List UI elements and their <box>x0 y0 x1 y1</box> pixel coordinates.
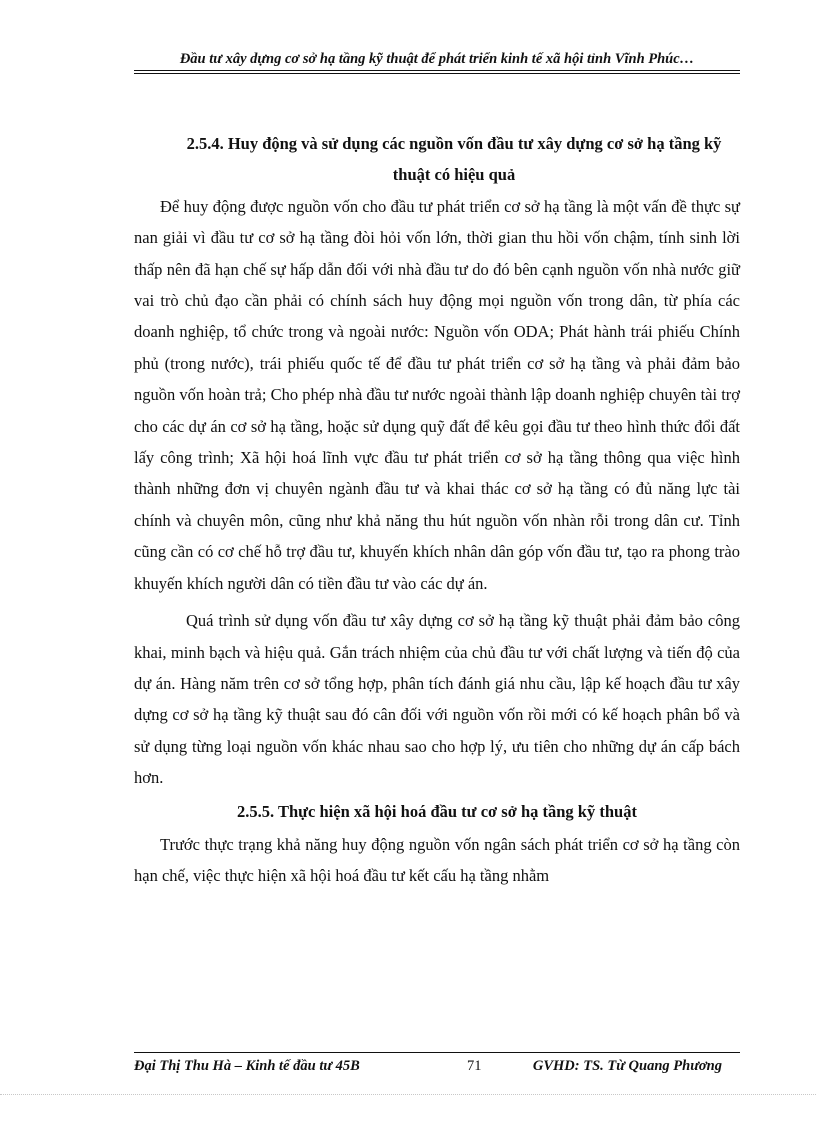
header-rule-thick <box>134 70 740 71</box>
header-rule-thin <box>134 73 740 74</box>
footer-supervisor: GVHD: TS. Từ Quang Phương <box>532 1058 722 1074</box>
paragraph-funding: Để huy động được nguồn vốn cho đầu tư phát triển cơ sở hạ tầng là một vấn đề thực sự nan giải vì đầu tư cơ sở hạ tầng đòi hỏi vốn lớn, thời gian thu hồi vốn chậm, tính sinh lời thấp nên đã hạn chế sự hấp dẫn đối với nhà đầu tư do đó bên cạnh nguồn vốn nhà nước giữ vai trò chủ đạo cần phải có chính sách huy động mọi nguồn vốn trong dân, từ phía các doanh nghiệp, tổ chức trong và ngoài nước: Nguồn vốn ODA; Phát hành trái phiếu Chính phủ (trong nước), trái phiếu quốc tế để đầu tư phát triển cơ sở hạ tầng và phải đảm bảo nguồn vốn hoàn trả; Cho phép nhà đầu tư nước ngoài thành lập doanh nghiệp chuyên tài trợ cho các dự án cơ sở hạ tầng, hoặc sử dụng quỹ đất để kêu gọi đầu tư theo hình thức đổi đất lấy công trình; Xã hội hoá lĩnh vực đầu tư phát triển cơ sở hạ tầng thông qua việc hình thành những đơn vị chuyên ngành đầu tư và khai thác cơ sở hạ tầng có đủ năng lực tài chính và chuyên môn, cũng như khả năng thu hút nguồn vốn nhàn rỗi trong dân cư. Tỉnh cũng cần có cơ chế hỗ trợ đầu tư, khuyến khích nhân dân góp vốn đầu tư, tạo ra phong trào khuyến khích người dân có tiền đầu tư vào các dự án. <box>134 196 740 593</box>
running-header: Đầu tư xây dựng cơ sở hạ tầng kỹ thuật để phát triển kinh tế xã hội tỉnh Vĩnh Phúc… <box>179 51 695 67</box>
page-footer <box>134 1056 740 1078</box>
page-body <box>134 128 740 892</box>
paragraph-socialization: Trước thực trạng khả năng huy động nguồn vốn ngân sách phát triển cơ sở hạ tầng còn hạn chế, việc thực hiện xã hội hoá đầu tư kết cấu hạ tầng nhằm <box>134 834 740 886</box>
section-heading-2-5-5: 2.5.5. Thực hiện xã hội hoá đầu tư cơ sở hạ tầng kỹ thuật <box>237 801 637 821</box>
footer-author: Đại Thị Thu Hà – Kinh tế đầu tư 45B <box>134 1058 360 1074</box>
bottom-dotted-line <box>0 1094 816 1095</box>
section-heading-2-5-4: 2.5.4. Huy động và sử dụng các nguồn vốn đầu tư xây dựng cơ sở hạ tầng kỹ thuật có hiệu quả <box>186 134 722 185</box>
footer-rule <box>134 1052 740 1053</box>
page-number: 71 <box>467 1058 482 1074</box>
paragraph-capital-usage: Quá trình sử dụng vốn đầu tư xây dựng cơ sở hạ tầng kỹ thuật phải đảm bảo công khai, minh bạch và hiệu quả. Gắn trách nhiệm của chủ đầu tư với chất lượng và tiến độ của dự án. Hàng năm trên cơ sở tổng hợp, phân tích đánh giá nhu cầu, lập kế hoạch đầu tư xây dựng cơ sở hạ tầng kỹ thuật sau đó cân đối với nguồn vốn rồi mới có kế hoạch phân bổ và sử dụng từng loại nguồn vốn khác nhau sao cho hợp lý, ưu tiên cho những dự án cấp bách hơn. <box>134 611 740 788</box>
